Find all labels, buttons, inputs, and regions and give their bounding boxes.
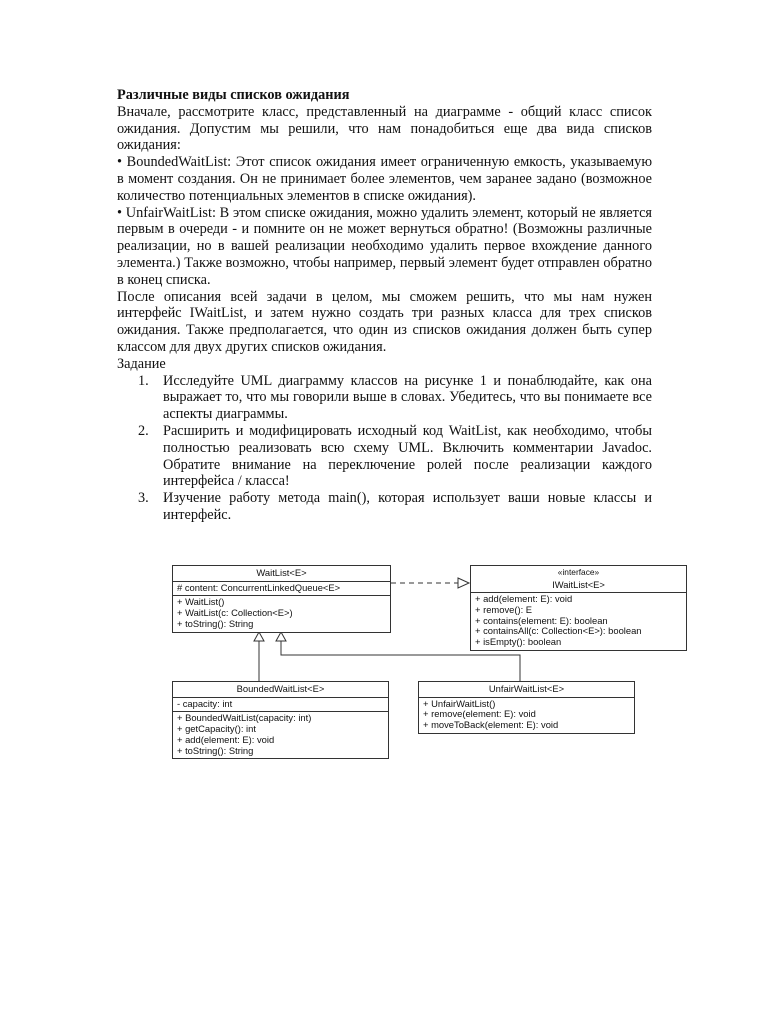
method: + BoundedWaitList(capacity: int) bbox=[177, 712, 312, 724]
task-number: 1. bbox=[138, 372, 149, 389]
method: + toString(): String bbox=[177, 617, 254, 629]
method: + containsAll(c: Collection<E>): boolean bbox=[475, 625, 642, 637]
task-item bbox=[117, 423, 652, 490]
document-body bbox=[117, 87, 652, 524]
class-name: WaitList<E> bbox=[173, 566, 390, 582]
class-methods bbox=[419, 698, 634, 733]
paragraph-task-label: Задание bbox=[117, 355, 166, 372]
method: + remove(element: E): void bbox=[423, 708, 536, 720]
interface-header bbox=[471, 566, 686, 593]
interface-methods bbox=[471, 593, 686, 650]
method: + isEmpty(): boolean bbox=[475, 636, 562, 648]
task-number: 2. bbox=[138, 422, 149, 439]
method: + WaitList() bbox=[177, 596, 225, 608]
class-name: BoundedWaitList<E> bbox=[173, 682, 388, 698]
method: + getCapacity(): int bbox=[177, 723, 256, 735]
class-boundedwaitlist bbox=[172, 681, 389, 759]
method: + remove(): E bbox=[475, 603, 533, 615]
method: + add(element: E): void bbox=[475, 593, 573, 604]
realization-arrowhead bbox=[458, 578, 469, 588]
generalization-arrowhead-unfair bbox=[276, 632, 286, 641]
section-heading: Различные виды списков ожидания bbox=[117, 87, 350, 103]
class-fields bbox=[173, 582, 390, 597]
class-waitlist bbox=[172, 565, 391, 633]
uml-class-diagram bbox=[170, 563, 688, 765]
class-methods bbox=[173, 596, 390, 631]
paragraph-summary: После описания всей задачи в целом, мы сможем решить, что мы нам нужен интерфейс IWaitList, и затем нужно создать три разных класса для трех списков ожидания. Также предполагается, что один из списков ожидания должен быть супер классом для двух других списков ожидания. bbox=[117, 288, 652, 355]
class-unfairwaitlist bbox=[418, 681, 635, 734]
paragraph-unfair: • UnfairWaitList: В этом списке ожидания, можно удалить элемент, который не является первым в очереди - и помните он не может вернуться обратно! (Возможны различные реализации, но в вашей реализации необходимо удалить первое вхождение данного элемента.) Также возможно, чтобы например, первый элемент будет отправлен обратно в конец списка. bbox=[117, 204, 652, 288]
class-name: UnfairWaitList<E> bbox=[419, 682, 634, 698]
method: + moveToBack(element: E): void bbox=[423, 719, 559, 731]
task-text: Исследуйте UML диаграмму классов на рисунке 1 и понаблюдайте, как она выражает то, что мы говорили выше в словах. Убедитесь, что вы понимаете все аспекты диаграммы. bbox=[163, 372, 652, 423]
task-number: 3. bbox=[138, 490, 149, 507]
task-item bbox=[117, 373, 652, 423]
interface-iwaitlist bbox=[470, 565, 687, 651]
paragraph-bounded: • BoundedWaitList: Этот список ожидания имеет ограниченную емкость, указываемую в момент создания. Он не принимает более элементов, чем заранее задано (возможное количество потенциальных элементов в списке ожидания). bbox=[117, 154, 652, 204]
interface-name: IWaitList<E> bbox=[552, 578, 605, 590]
paragraph-intro: Вначале, рассмотрите класс, представленный на диаграмме - общий класс список ожидания. Допустим мы решили, что нам понадобиться еще два вида списков ожидания: bbox=[117, 103, 652, 154]
task-list bbox=[117, 373, 652, 524]
method: + toString(): String bbox=[177, 744, 254, 756]
task-text: Изучение работу метода main(), которая использует ваши новые классы и интерфейс. bbox=[163, 490, 652, 523]
task-text: Расширить и модифицировать исходный код WaitList, как необходимо, чтобы полностью реализовать всю схему UML. Включить комментарии Javadoc. Обратите внимание на переключение ролей после реализации каждого интерфейса / класса! bbox=[163, 422, 652, 490]
class-fields bbox=[173, 698, 388, 713]
method: + UnfairWaitList() bbox=[423, 697, 496, 709]
method: + contains(element: E): boolean bbox=[475, 614, 608, 626]
method: + WaitList(c: Collection<E>) bbox=[177, 607, 293, 619]
field: # content: ConcurrentLinkedQueue<E> bbox=[177, 581, 341, 593]
generalization-arrowhead-bounded bbox=[254, 632, 264, 641]
field: - capacity: int bbox=[177, 697, 233, 709]
method: + add(element: E): void bbox=[177, 733, 275, 745]
task-item bbox=[117, 490, 652, 524]
interface-stereotype: «interface» bbox=[557, 567, 600, 577]
class-methods bbox=[173, 712, 388, 758]
